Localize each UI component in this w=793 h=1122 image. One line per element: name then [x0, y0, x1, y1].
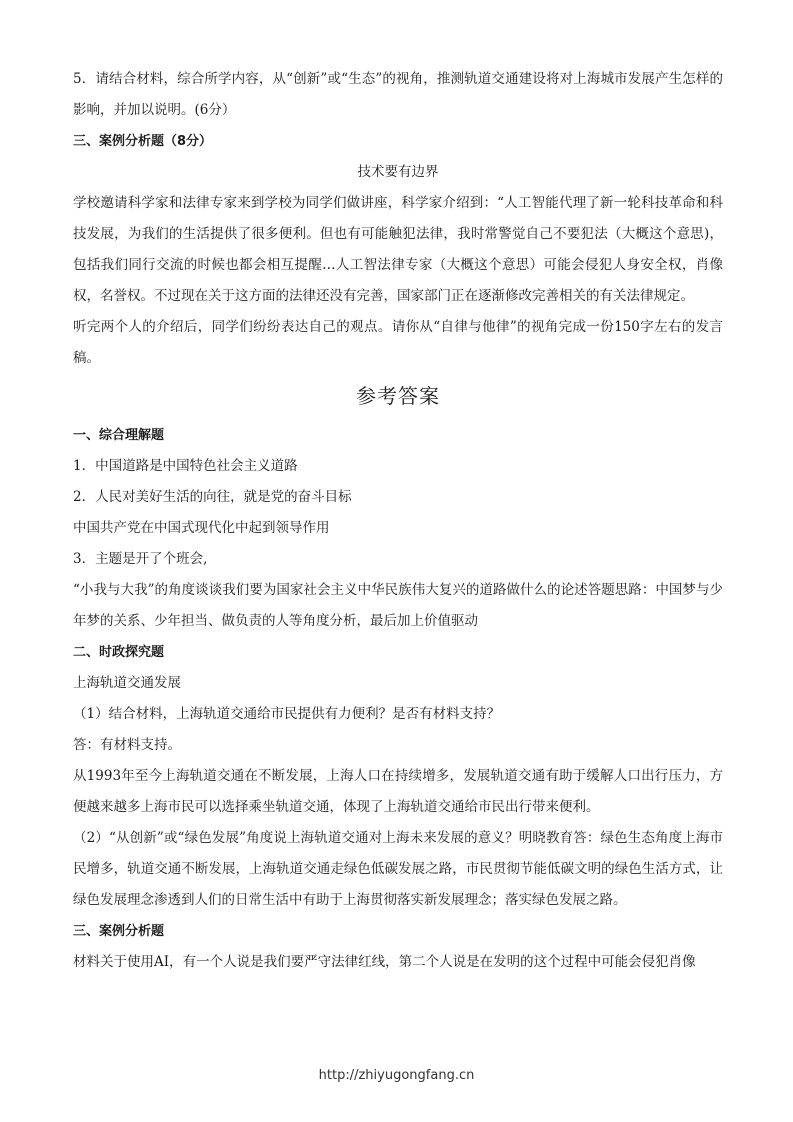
answers-section-3-heading: 三、案例分析题 [73, 924, 165, 939]
answer-line: 材料关于使用AI，有一个人说是我们要严守法律红线，第二个人说是在发明的这个过程中可能会侵犯肖像 [73, 954, 696, 970]
answers-title: 参考答案 [356, 384, 440, 408]
answer-line: 2．人民对美好生活的向往，就是党的奋斗目标 [73, 489, 352, 505]
document-body [73, 64, 723, 978]
answer-paragraph: “小我与大我”的角度谈谈我们要为国家社会主义中华民族伟大复兴的道路做什么的论述答题思路：中国梦与少年梦的关系、少年担当、做负责的人等角度分析，最后加上价值驱动 [73, 582, 723, 629]
case-paragraph-2: 听完两个人的介绍后，同学们纷纷表达自己的观点。请你从“自律与他律”的视角完成一份150字左右的发言稿。 [73, 319, 723, 366]
answer-line: 1．中国道路是中国特色社会主义道路 [73, 458, 298, 474]
section-3-heading: 三、案例分析题（8分） [73, 134, 213, 149]
answers-section-1-heading: 一、综合理解题 [73, 428, 165, 443]
case-paragraph-1: 学校邀请科学家和法律专家来到学校为同学们做讲座，科学家介绍到：“人工智能代理了新一轮科技革命和科技发展，为我们的生活提供了很多便利。但也有可能触犯法律，我时常警觉自己不要犯法（大概这个意思)，包括我们同行交流的时候也都会相互提醒…人工智法律专家（大概这个意思）可能会侵犯人身安全权，肖像权，名誉权。不过现在关于这方面的法律还没有完善，国家部门正在逐渐修改完善相关的有关法律规定。 [73, 195, 723, 304]
answer-line: 中国共产党在中国式现代化中起到领导作用 [73, 520, 330, 536]
answer-line: 答：有材料支持。 [73, 737, 181, 753]
answer-paragraph: （2）“从创新”或“绿色发展”角度说上海轨道交通对上海未来发展的意义？明晓教育答：绿色生态角度上海市民增多，轨道交通不断发展，上海轨道交通走绿色低碳发展之路，市民贯彻节能低碳文明的绿色生活方式，让绿色发展理念渗透到人们的日常生活中有助于上海贯彻落实新发展理念；落实绿色发展之路。 [73, 830, 723, 908]
answers-section-2-heading: 二、时政探究题 [73, 645, 165, 660]
answer-paragraph: 从1993年至今上海轨道交通在不断发展，上海人口在持续增多，发展轨道交通有助于缓解人口出行压力，方便越来越多上海市民可以选择乘坐轨道交通，体现了上海轨道交通给市民出行带来便利。 [73, 768, 723, 815]
answer-line: （1）结合材料，上海轨道交通给市民提供有力便利？是否有材料支持？ [73, 706, 501, 722]
footer-url: http://zhiyugongfang.cn [318, 1068, 475, 1083]
answer-line: 3．主题是开了个班会, [73, 551, 208, 567]
answer-line: 上海轨道交通发展 [73, 675, 181, 691]
question-5: 5．请结合材料，综合所学内容，从“创新”或“生态”的视角，推测轨道交通建设将对上海城市发展产生怎样的影响，并加以说明。(6分） [73, 71, 723, 118]
case-subtitle: 技术要有边界 [357, 164, 439, 180]
